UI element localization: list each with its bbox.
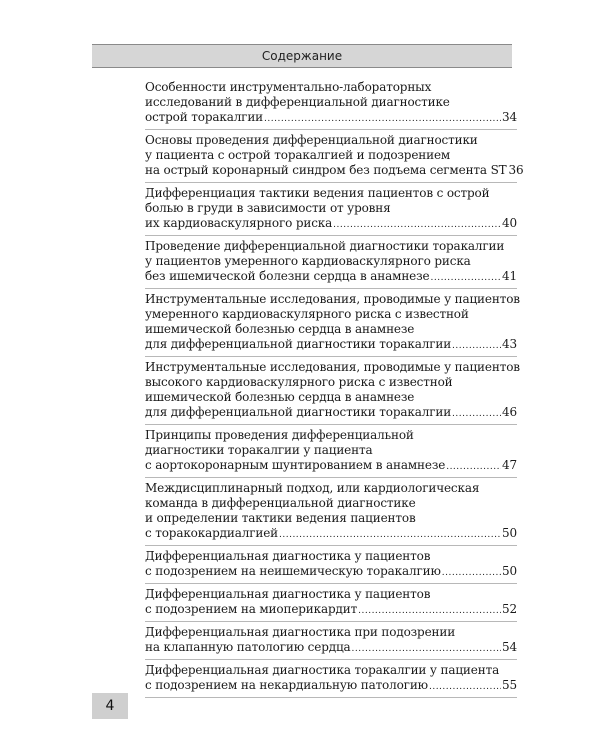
toc-entry-title-line: ишемической болезнью сердца в анамнезе: [145, 322, 415, 336]
toc-entry-title-line: умеренного кардиоваскулярного риска с известной: [145, 307, 469, 321]
toc-entry-title-line: для дифференциальной диагностики торакалгии: [145, 337, 452, 351]
toc-entry-title-line: с подозрением на миоперикардит: [145, 602, 358, 616]
toc-entry-page: 41: [502, 269, 517, 283]
toc-entry[interactable]: [145, 78, 517, 130]
toc-entry-title-line: Инструментальные исследования, проводимые у пациентов: [145, 292, 520, 306]
page-number: 4: [105, 698, 115, 714]
toc-entry[interactable]: [145, 622, 517, 660]
table-of-contents: [145, 78, 524, 698]
toc-entry-title-line: команда в дифференциальной диагностике: [145, 496, 416, 510]
toc-entry[interactable]: [145, 236, 517, 289]
toc-entry-page: 36: [508, 163, 524, 177]
dot-leader: [452, 339, 501, 354]
toc-entry-title-line: с подозрением на некардиальную патологию: [145, 678, 428, 692]
section-title: Содержание: [261, 49, 343, 63]
toc-entry-title-line: Дифференциальная диагностика у пациентов: [145, 549, 431, 563]
toc-entry[interactable]: [145, 183, 517, 236]
toc-entry-title-line: для дифференциальной диагностики торакалгии: [145, 405, 452, 419]
toc-entry-title-line: без ишемической болезни сердца в анамнезе: [145, 269, 430, 283]
dot-leader: [279, 528, 501, 543]
toc-entry-title-line: Междисциплинарный подход, или кардиологическая: [145, 481, 480, 495]
dot-leader: [430, 271, 501, 286]
toc-entry[interactable]: [145, 584, 517, 622]
toc-entry-page: 55: [502, 678, 517, 692]
toc-entry-title-line: с торакокардиалгией: [145, 526, 278, 540]
toc-entry-title-line: у пациента с острой торакалгией и подозрением: [145, 148, 451, 162]
toc-entry[interactable]: [145, 425, 517, 478]
dot-leader: [452, 407, 501, 422]
toc-entry[interactable]: [145, 357, 520, 425]
dot-leader: [333, 218, 501, 233]
toc-entry[interactable]: [145, 660, 517, 698]
dot-leader: [429, 680, 501, 695]
toc-entry-title-line: ишемической болезнью сердца в анамнезе: [145, 390, 415, 404]
toc-entry-title-line: болью в груди в зависимости от уровня: [145, 201, 391, 215]
toc-entry-page: 54: [502, 640, 517, 654]
toc-entry-title-line: Инструментальные исследования, проводимые у пациентов: [145, 360, 520, 374]
toc-entry-title-line: Дифференциальная диагностика при подозрении: [145, 625, 456, 639]
page-number-box: [92, 693, 128, 719]
toc-entry[interactable]: [145, 130, 524, 183]
toc-entry[interactable]: [145, 546, 517, 584]
toc-entry-title-line: с аортокоронарным шунтированием в анамнезе: [145, 458, 446, 472]
toc-entry[interactable]: [145, 289, 520, 357]
toc-entry-page: 43: [502, 337, 517, 351]
toc-entry[interactable]: [145, 478, 517, 546]
toc-entry-page: 47: [502, 458, 517, 472]
toc-entry-title-line: Дифференциальная диагностика у пациентов: [145, 587, 431, 601]
toc-entry-title-line: и определении тактики ведения пациентов: [145, 511, 416, 525]
toc-entry-title-line: острой торакалгии: [145, 110, 264, 124]
toc-entry-page: 40: [502, 216, 517, 230]
toc-entry-title-line: Проведение дифференциальной диагностики торакалгии: [145, 239, 505, 253]
toc-entry-title-line: Основы проведения дифференциальной диагностики: [145, 133, 478, 147]
toc-entry-title-line: на острый коронарный синдром без подъема сегмента ST: [145, 163, 507, 177]
toc-entry-title-line: Особенности инструментально-лабораторных: [145, 80, 432, 94]
toc-entry-title-line: Дифференциация тактики ведения пациентов с острой: [145, 186, 490, 200]
toc-entry-title-line: исследований в дифференциальной диагностике: [145, 95, 450, 109]
toc-entry-page: 46: [502, 405, 517, 419]
dot-leader: [358, 604, 501, 619]
toc-entry-title-line: на клапанную патологию сердца: [145, 640, 351, 654]
toc-entry-page: 52: [502, 602, 517, 616]
toc-entry-title-line: Дифференциальная диагностика торакалгии у пациента: [145, 663, 500, 677]
toc-entry-title-line: у пациентов умеренного кардиоваскулярного риска: [145, 254, 471, 268]
toc-entry-page: 50: [502, 526, 517, 540]
dot-leader: [442, 566, 501, 581]
toc-entry-title-line: Принципы проведения дифференциальной: [145, 428, 414, 442]
toc-entry-title-line: диагностики торакалгии у пациента: [145, 443, 373, 457]
toc-entry-title-line: их кардиоваскулярного риска: [145, 216, 333, 230]
toc-entry-page: 50: [502, 564, 517, 578]
toc-entry-title-line: с подозрением на неишемическую торакалгию: [145, 564, 441, 578]
dot-leader: [264, 112, 501, 127]
section-header: [92, 44, 512, 68]
toc-entry-page: 34: [502, 110, 517, 124]
dot-leader: [446, 460, 501, 475]
toc-entry-title-line: высокого кардиоваскулярного риска с известной: [145, 375, 453, 389]
dot-leader: [352, 642, 501, 657]
